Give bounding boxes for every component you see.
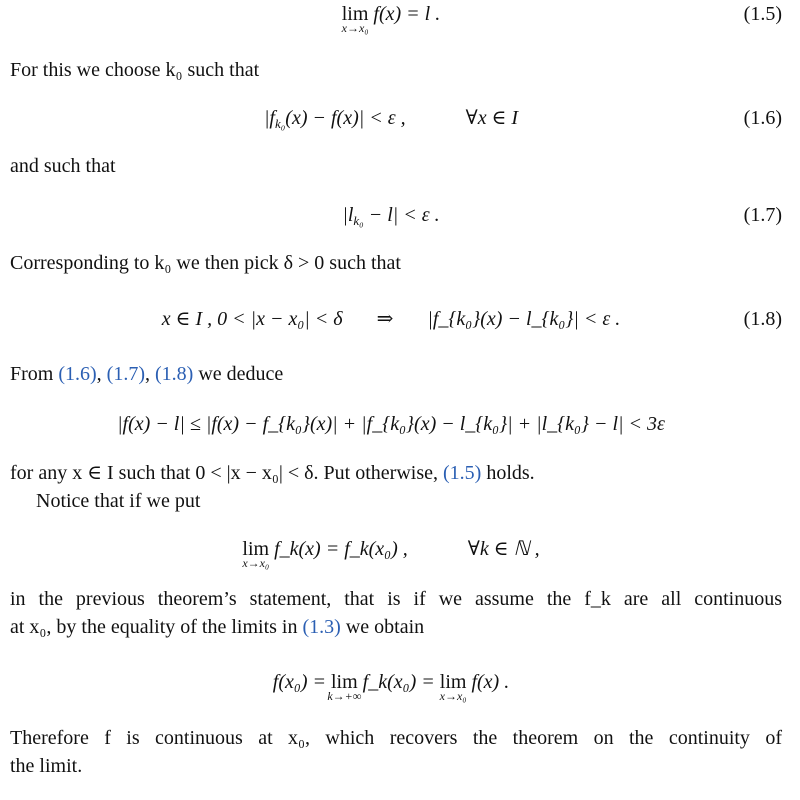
equation-ref-link[interactable]: (1.6) bbox=[58, 363, 97, 385]
paragraph-text: at x₀, by the equality of the limits in (1.3) we obtain bbox=[10, 616, 425, 638]
equation-ref-link[interactable]: (1.8) bbox=[155, 363, 194, 385]
equation-number: (1.7) bbox=[743, 204, 782, 226]
equation-1-7: $|l_{k_0} - l| < \varepsilon$ . bbox=[342, 204, 440, 228]
paragraph-text: and such that bbox=[10, 155, 116, 177]
paragraph-text: Corresponding to k₀ we then pick δ > 0 such that bbox=[10, 252, 401, 274]
paragraph-text: in the previous theorem’s statement, that is if we assume the f_k are all continuous bbox=[10, 588, 782, 610]
paragraph-text: For this we choose k₀ such that bbox=[10, 59, 260, 81]
equation-1-6: $|f_{k_0}(x) - f(x)| < \varepsilon$ , ∀x ∈ I bbox=[263, 107, 519, 131]
equation-number: (1.6) bbox=[743, 107, 782, 129]
limit-operator: lim x→x₀ bbox=[341, 3, 369, 35]
equation-body: f(x) = l . bbox=[368, 3, 441, 25]
equation-1-5 bbox=[0, 2, 782, 35]
equation-number: (1.8) bbox=[743, 308, 782, 330]
paragraph-text: for any x ∈ I such that 0 < |x − x₀| < δ. Put otherwise, (1.5) holds. bbox=[10, 462, 535, 484]
equation-1-8: x ∈ I , 0 < |x − x₀| < δ ⇒ |f_{k₀}(x) − l_{k₀}| < ε . bbox=[161, 308, 621, 330]
equation-inequality: |f(x) − l| ≤ |f(x) − f_{k₀}(x)| + |f_{k₀}(x) − l_{k₀}| + |l_{k₀} − l| < 3ε bbox=[117, 413, 665, 435]
equation-ref-link[interactable]: (1.7) bbox=[106, 363, 145, 385]
paragraph-text: the limit. bbox=[10, 755, 83, 777]
equation-final: f(x₀) = lim k→+∞ f_k(x₀) = lim x→x₀ f(x) . bbox=[272, 671, 510, 703]
equation-continuity: lim x→x₀ f_k(x) = f_k(x₀) , ∀k ∈ ℕ , bbox=[242, 538, 540, 570]
paragraph-text: Notice that if we put bbox=[36, 490, 201, 512]
equation-number: (1.5) bbox=[743, 3, 782, 25]
limit-operator: lim x→x₀ bbox=[242, 538, 270, 570]
limit-operator: lim k→+∞ bbox=[327, 671, 362, 703]
equation-ref-link[interactable]: (1.3) bbox=[302, 616, 341, 638]
paragraph-text: From (1.6), (1.7), (1.8) we deduce bbox=[10, 363, 284, 385]
equation-ref-link[interactable]: (1.5) bbox=[443, 462, 482, 484]
limit-operator: lim x→x₀ bbox=[439, 671, 467, 703]
paragraph-text: Therefore f is continuous at x₀, which recovers the theorem on the continuity of bbox=[10, 727, 782, 749]
